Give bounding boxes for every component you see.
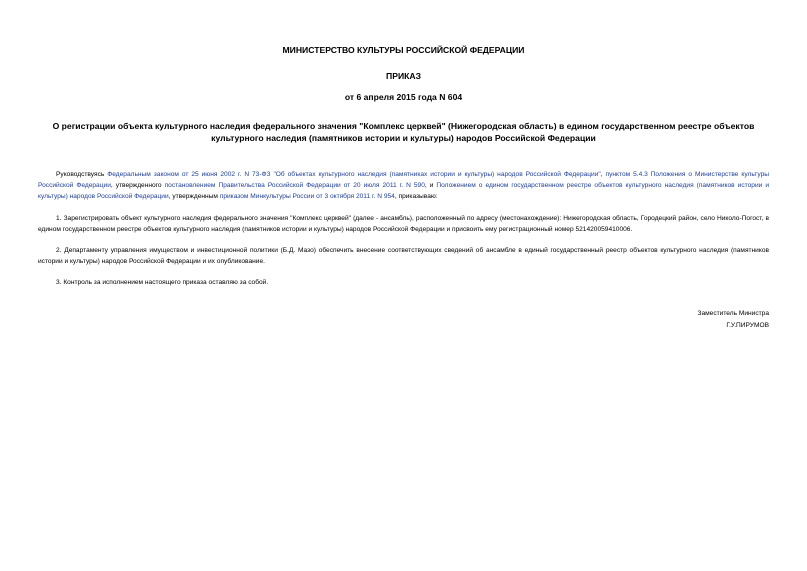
preamble-text: Руководствуясь (56, 171, 108, 178)
preamble-text: , утвержденным (168, 193, 220, 200)
federal-law-link[interactable]: Федеральным законом от 25 июня 2002 г. N 73-ФЗ "Об объектах культурного наследия (памятниках истории и культуры) народов Российской Федерации" (107, 171, 601, 178)
order-item-1: 1. Зарегистрировать объект культурного наследия федерального значения "Комплекс церквей" (далее - ансамбль), расположенный по адресу (местонахождение): Нижегородская область, Городецкий район, село Николо-Погост, в едином государственном реестре объектов культурного наследия (памятников истории и культуры) народов Российской Федерации и присвоить ему регистрационный номер 521420059410006. (38, 215, 769, 233)
document-title: О регистрации объекта культурного наследия федерального значения "Комплекс церквей" (Нижегородская область) в едином государственном реестре объектов культурного наследия (памятников истории и культуры) народов Российской Федерации (52, 121, 755, 143)
ministry-regulation-link[interactable]: пунктом 5.4.3 Положения о Министерстве культуры Российской Федерации (38, 171, 769, 189)
signatory-position: Заместитель Министра (697, 310, 769, 317)
preamble-text: , и (424, 182, 437, 189)
preamble-paragraph (38, 169, 769, 202)
ministry-order-link[interactable]: приказом Минкультуры России от 3 октября 2011 г. N 954 (219, 193, 395, 200)
signatory-name: Г.У.ПИРУМОВ (726, 322, 769, 329)
government-decree-link[interactable]: постановлением Правительства Российской Федерации от 20 июля 2011 г. N 590 (164, 182, 425, 189)
document-type-heading: ПРИКАЗ (386, 71, 421, 81)
order-item-2: 2. Департаменту управления имуществом и инвестиционной политики (Б.Д. Мазо) обеспечить внесение соответствующих сведений об ансамбле в единый государственный реестр объектов культурного наследия (памятников истории и культуры) народов Российской Федерации и их опубликование. (38, 247, 769, 265)
ministry-heading: МИНИСТЕРСТВО КУЛЬТУРЫ РОССИЙСКОЙ ФЕДЕРАЦИИ (282, 45, 525, 55)
preamble-text: , (600, 171, 606, 178)
order-item-3: 3. Контроль за исполнением настоящего приказа оставляю за собой. (56, 279, 269, 286)
document-date-number: от 6 апреля 2015 года N 604 (344, 92, 463, 102)
registry-regulation-link[interactable]: Положением о едином государственном реестре объектов культурного наследия (памятников истории и культуры) народов Российской Федерации (38, 182, 769, 200)
preamble-text: , утвержденного (110, 182, 165, 189)
preamble-text: , приказываю: (394, 193, 438, 200)
